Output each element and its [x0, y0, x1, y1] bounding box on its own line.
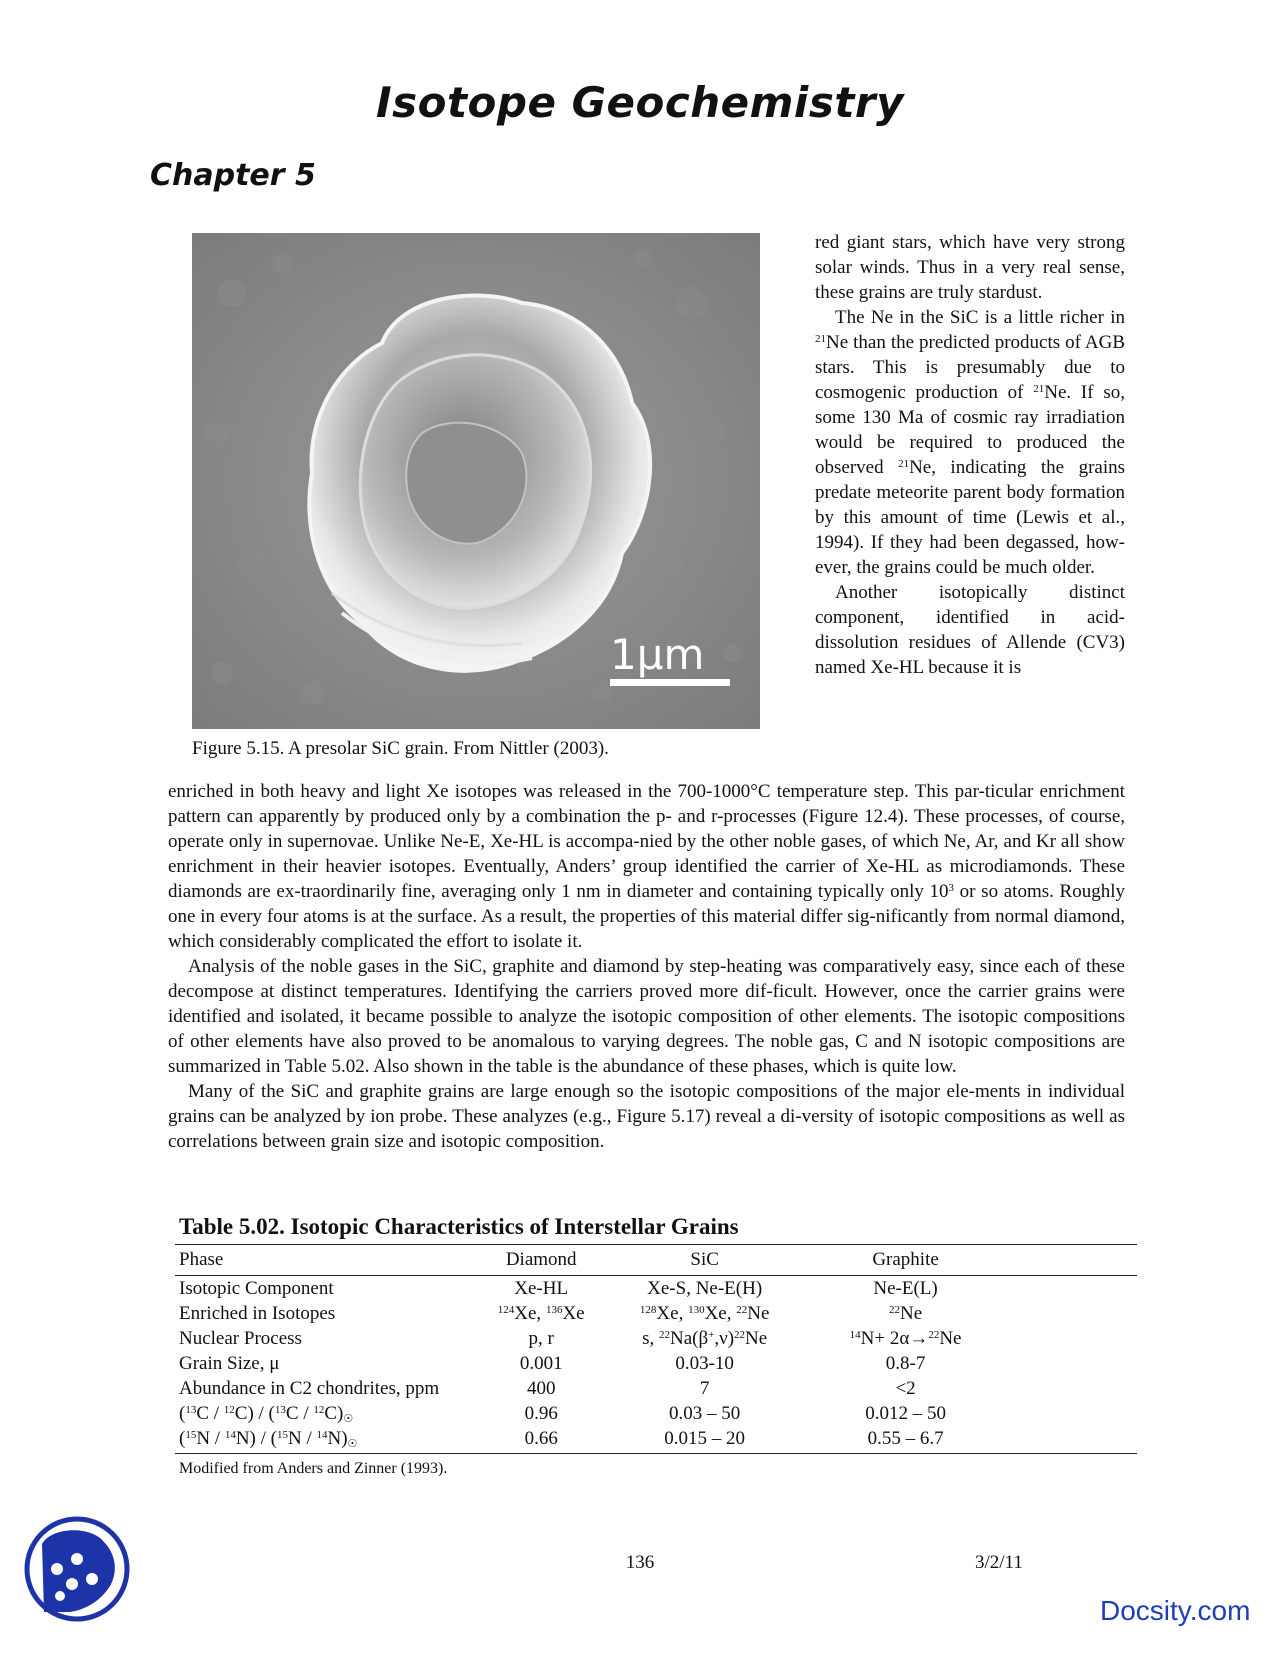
table-row: $(^{15}N / ^{14}N) / (^{15}N / ^{14}N)_☉$ 0.66 0.015 – 20 0.55 – 6.7	[175, 1426, 1137, 1454]
chapter-heading: Chapter 5	[150, 158, 316, 193]
sic-grain-micrograph	[192, 233, 760, 729]
document-title: Isotope Geochemistry	[375, 78, 904, 127]
table-row: Abundance in C2 chondrites, ppm 400 7 <2	[179, 1377, 916, 1399]
table-header-row	[175, 1245, 1137, 1276]
table-row: $(^{13}C / ^{12}C) / (^{13}C / ^{12}C)_☉$ 0.96 0.03 – 50 0.012 – 50	[179, 1402, 946, 1425]
column-header: Diamond	[479, 1245, 604, 1276]
table-row: Isotopic Component Xe-HL Xe-S, Ne-E(H) Ne-E(L)	[179, 1277, 938, 1299]
paragraph: Another isotopically distinct component, identified in acid-dissolution residues of Allende (CV3) named Xe-HL because it is	[815, 582, 1125, 678]
main-text	[168, 779, 1125, 1154]
column-header: SiC	[604, 1245, 806, 1276]
docsity-link[interactable]: Docsity.com	[1100, 1595, 1251, 1626]
table-row: Enriched in Isotopes $^{124}$Xe, $^{136}$Xe $^{128}$Xe, $^{130}$Xe, $^{22}$Ne $^{22}$Ne	[179, 1302, 923, 1324]
data-table	[175, 1214, 1137, 1478]
paragraph: Many of the SiC and graphite grains are large enough so the isotopic compositions of the major ele-ments in individual grains can be analyzed by ion probe. These analyzes (e.g., Figure 5.17) reveal a di-versity of isotopic compositions as well as correlations between grain size and isotopic composition.	[168, 1081, 1125, 1152]
paragraph: The Ne in the SiC is a little richer in $^{21}$Ne than the predicted products of AGB stars. This is presumably due to cosmogenic production of $^{21}$Ne. If so, some 130 Ma of cosmic ray irradiation would be required to produced the observed $^{21}$Ne, indicating the grains predate meteorite parent body formation by this amount of time (Lewis et al., 1994). If they had been degassed, how-ever, the grains could be much older.	[815, 307, 1125, 578]
column-header: Graphite	[806, 1245, 1006, 1276]
table-note: Modified from Anders and Zinner (1993).	[179, 1460, 448, 1477]
table-title: Table 5.02. Isotopic Characteristics of Interstellar Grains	[179, 1214, 739, 1239]
paragraph: red giant stars, which have very strong solar winds. Thus in a very real sense, these grains are truly stardust.	[815, 232, 1125, 303]
page-number: 136	[625, 1552, 655, 1573]
paragraph: enriched in both heavy and light Xe isotopes was released in the 700-1000°C temperature step. This par-ticular enrichment pattern can apparently by produced only by a combination the p- and r-processes (Figure 12.4). These processes, of course, operate only in supernovae. Unlike Ne-E, Xe-HL is accompa-nied by the other noble gases, of which Ne, Ar, and Kr all show enrichment in their heavier isotopes. Eventually, Anders’ group identified the carrier of Xe-HL as microdiamonds. These diamonds are ex-traordinarily fine, averaging only 1 nm in diameter and containing typically only $10^3$ or so atoms. Roughly one in every four atoms is at the surface. As a result, the properties of this material differ sig-nificantly from normal diamond, which considerably complicated the effort to isolate it.	[168, 781, 1125, 952]
docsity-logo-icon	[22, 1514, 132, 1624]
page-date: 3/2/11	[975, 1552, 1023, 1573]
paragraph: Analysis of the noble gases in the SiC, graphite and diamond by step-heating was comparatively easy, since each of these decompose at distinct temperatures. Identifying the carriers proved more dif-ficult. However, once the carrier grains were identified and isolated, it became possible to analyze the isotopic composition of other elements. The isotopic compositions of other elements have also proved to be anomalous to varying degrees. The noble gas, C and N isotopic compositions are summarized in Table 5.02. Also shown in the table is the abundance of these phases, which is quite low.	[168, 956, 1125, 1077]
column-header: Phase	[175, 1245, 479, 1276]
right-column-text	[815, 230, 1125, 680]
figure-caption: Figure 5.15. A presolar SiC grain. From Nittler (2003).	[192, 738, 609, 759]
table-row: Grain Size, μ 0.001 0.03-10 0.8-7	[179, 1352, 926, 1374]
scale-bar	[610, 679, 730, 686]
scale-bar-label: 1μm	[610, 630, 705, 679]
table-row: Nuclear Process p, r s, $^{22}Na(\beta^+,\nu)^{22}Ne$ $^{14}$N+ 2α→$^{22}$Ne	[179, 1327, 962, 1349]
